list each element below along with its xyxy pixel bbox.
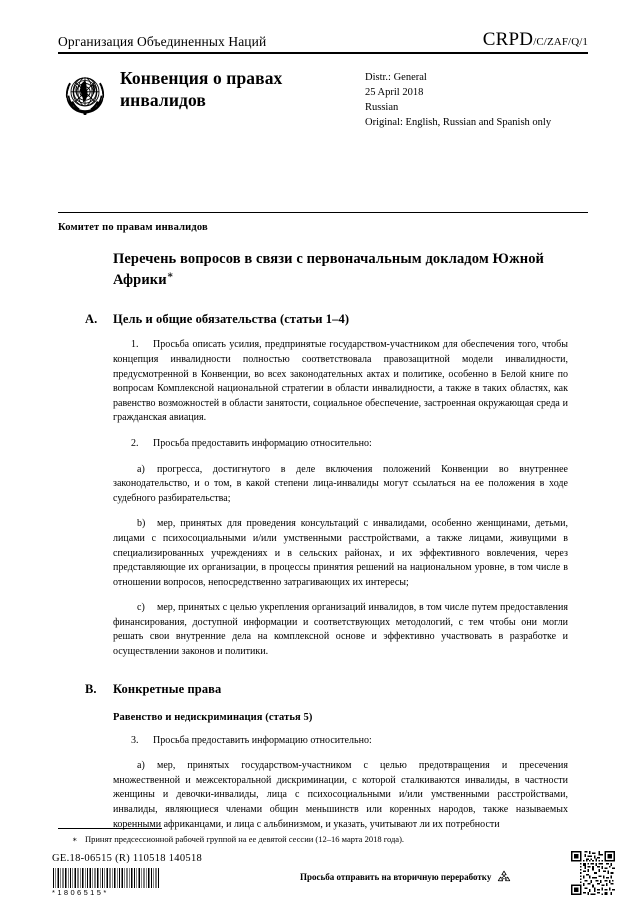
body-separator-rule bbox=[58, 212, 588, 213]
subsection-heading-equality: Равенство и недискриминация (статья 5) bbox=[113, 711, 313, 723]
paragraph-1 bbox=[113, 338, 568, 426]
qr-code-icon bbox=[571, 851, 615, 895]
distribution-date: 25 April 2018 bbox=[365, 86, 424, 98]
un-emblem-icon bbox=[58, 67, 112, 121]
footnote-text: Принят предсессионной рабочей группой на ее девятой сессии (12–16 марта 2018 года). bbox=[85, 834, 405, 844]
section-heading-b bbox=[85, 682, 588, 697]
page-title-text: Перечень вопросов в связи с первоначальным докладом Южной Африки bbox=[113, 251, 544, 289]
section-title-b: Конкретные права bbox=[113, 681, 222, 696]
paragraph-2 bbox=[113, 437, 568, 452]
distribution-language: Russian bbox=[365, 101, 399, 113]
barcode-block bbox=[52, 868, 160, 897]
paragraph-2b bbox=[113, 517, 568, 590]
paragraph-3a bbox=[113, 759, 568, 832]
paragraph-2b-text: мер, принятых для проведения консультаций с инвалидами, особенно женщинами, детьми, лицами с психосоциальными и/или умственными расстройствами, а также лицами, живущими в специализированных учреждениях и в сельских районах, и их эффективного вовлечения, через представляющие их организации, в процессы принятия решений на национальном уровне, в том числе в отношении вопросов, непосредственно затрагивающих их интересы; bbox=[113, 518, 568, 588]
footnote bbox=[72, 834, 542, 846]
emblem-cell bbox=[58, 65, 120, 121]
paragraph-2-number: 2. bbox=[131, 437, 139, 449]
recycle-notice bbox=[300, 869, 512, 885]
organization-name: Организация Объединенных Наций bbox=[58, 34, 267, 50]
document-symbol-suffix: /C/ZAF/Q/1 bbox=[533, 36, 588, 48]
paragraph-3-number: 3. bbox=[131, 734, 139, 746]
paragraph-2c-text: мер, принятых с целью укрепления организаций инвалидов, в том числе путем предоставления финансирования, доступной информации и соответствующих методологий, с тем чтобы они могли решать свои внутренние дела на комплексной основе и эффективно участвовать в разработке и осуществлении законов и политики. bbox=[113, 602, 568, 658]
title-footnote-marker: ∗ bbox=[166, 270, 174, 282]
footnote-marker: ∗ bbox=[72, 835, 78, 844]
convention-title: Конвенция о правах инвалидов bbox=[120, 68, 283, 111]
paragraph-1-number: 1. bbox=[131, 339, 139, 351]
paragraph-3 bbox=[113, 734, 568, 749]
distribution-original: Original: English, Russian and Spanish only bbox=[365, 116, 552, 128]
barcode-number: *1806515* bbox=[52, 888, 109, 897]
document-symbol bbox=[483, 30, 588, 50]
section-title-a: Цель и общие обязательства (статьи 1–4) bbox=[113, 312, 350, 327]
document-body bbox=[58, 250, 588, 832]
paragraph-2b-marker: b) bbox=[137, 518, 146, 530]
page-title bbox=[113, 250, 568, 290]
masthead-body-row bbox=[58, 54, 588, 131]
document-symbol-main: CRPD bbox=[482, 29, 534, 50]
paragraph-2a-marker: a) bbox=[137, 463, 145, 475]
recycle-text: Просьба отправить на вторичную переработку bbox=[300, 872, 492, 882]
qr-code-block bbox=[571, 851, 615, 895]
paragraph-3-text: Просьба предоставить информацию относительно: bbox=[153, 734, 372, 746]
committee-name: Комитет по правам инвалидов bbox=[58, 222, 208, 233]
paragraph-3a-marker: a) bbox=[137, 760, 145, 772]
job-number: GE.18-06515 (R) 110518 140518 bbox=[52, 853, 203, 864]
section-letter-a: A. bbox=[85, 312, 98, 327]
paragraph-2-text: Просьба предоставить информацию относительно: bbox=[153, 437, 372, 449]
paragraph-1-text: Просьба описать усилия, предпринятые государством-участником для обеспечения того, чтобы концепция инвалидности полностью соответствовала правозащитной модели инвалидности, предусмотренной в Конвенции, во всех законодательных актах и политике, особенно в Белой книге по вопросам Комплексной национальной стратегии в области инвалидности, а также в таких областях, как равенство возможностей в области занятости, социальное обеспечение, застроенная окружающая среда и гражданская авиация. bbox=[113, 339, 568, 424]
distribution-block bbox=[365, 65, 555, 131]
masthead-top-row bbox=[58, 30, 588, 52]
barcode-icon bbox=[52, 868, 160, 888]
paragraph-2a bbox=[113, 463, 568, 507]
masthead bbox=[58, 30, 588, 131]
section-heading-a bbox=[85, 312, 588, 327]
paragraph-2c-marker: c) bbox=[137, 602, 145, 614]
paragraph-2c bbox=[113, 601, 568, 659]
section-letter-b: B. bbox=[85, 681, 97, 696]
recycle-icon bbox=[496, 869, 512, 885]
distribution-type: Distr.: General bbox=[365, 72, 427, 83]
paragraph-2a-text: прогресса, достигнутого в деле включения положений Конвенции во внутреннее законодательство, и о том, в какой степени лица-инвалиды могут ссылаться на ее положения в ходе судебного разбирательства; bbox=[113, 463, 568, 504]
footnote-separator bbox=[58, 828, 162, 829]
paragraph-3a-text: мер, принятых государством-участником с целью предотвращения и пресечения множественной и межсекторальной дискриминации, с которой сталкиваются инвалиды, в частности женщины и девочки-инвалиды, лица с психосоциальными и/или умственными расстройствами, инвалиды, являющиеся членами общин меньшинств или коренных народов, также называемых коренными африканцами, и лица с альбинизмом, и указать, учитывают ли их потребности bbox=[113, 760, 568, 830]
